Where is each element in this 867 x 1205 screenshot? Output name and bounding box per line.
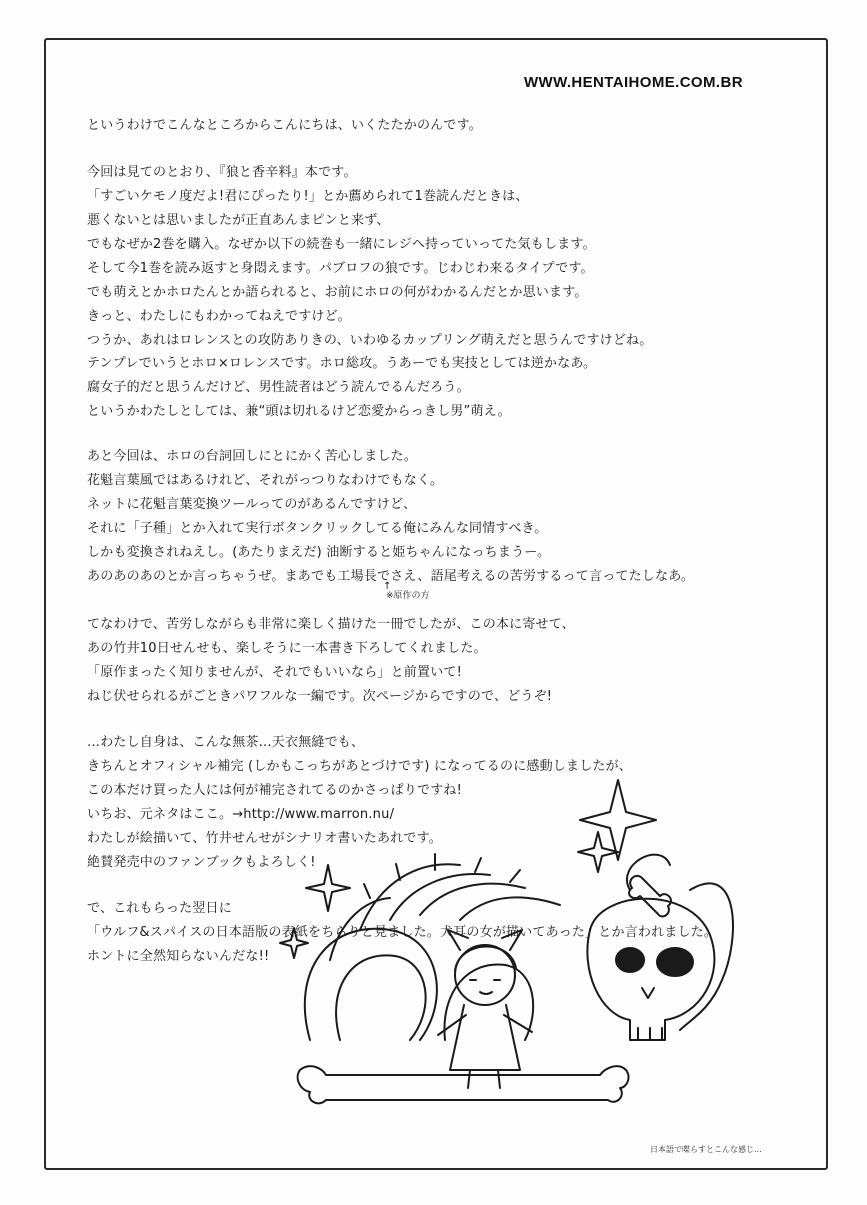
text-line: というかわたしとしては、兼“頭は切れるけど恋愛からっきし男”萌え。 (87, 404, 511, 419)
text-line: で、これもらった翌日に (87, 901, 232, 916)
text-line: ねじ伏せられるがごときパワフルな一編です。次ページからですので、どうぞ! (87, 689, 553, 704)
text-line: それに「子種」とか入れて実行ボタンクリックしてる俺にみんな同情すべき。 (87, 521, 548, 536)
text-line: ホントに全然知らないんだな!! (87, 949, 270, 964)
sparkle-icon (306, 865, 350, 911)
text-line: 今回は見てのとおり、『狼と香辛料』本です。 (87, 165, 357, 180)
text-line: そして今1巻を読み返すと身悶えます。パブロフの狼です。じわじわ来るタイプです。 (87, 261, 594, 276)
text-line: テンプレでいうとホロ×ロレンスです。ホロ総攻。うあーでも実技としては逆かなあ。 (87, 356, 597, 371)
text-line: ネットに花魁言葉変換ツールってのがあるんですけど、 (87, 497, 417, 512)
text-line: てなわけで、苦労しながらも非常に楽しく描けた一冊でしたが、この本に寄せて、 (87, 617, 575, 632)
text-line: でもなぜか2巻を購入。なぜか以下の続巻も一緒にレジへ持っていってた気もします。 (87, 237, 596, 252)
text-line: しかも変換されねえし。(あたりまえだ) 油断すると姫ちゃんになっちまうー。 (87, 545, 551, 560)
illustration-caption: 日本語で喋らすとこんな感じ... (650, 1145, 762, 1154)
text-line: あと今回は、ホロの台詞回しにとにかく苦心しました。 (87, 449, 418, 464)
text-line: 腐女子的だと思うんだけど、男性読者はどう読んでるんだろう。 (87, 380, 470, 395)
chibi-illustration (270, 770, 740, 1140)
text-line: 絶賛発売中のファンブックもよろしく! (87, 855, 316, 870)
text-line: 花魁言葉風ではあるけれど、それがっつりなわけでもなく。 (87, 473, 444, 488)
text-line: でも萌えとかホロたんとか語られると、お前にホロの何がわかるんだとか思います。 (87, 285, 588, 300)
watermark: WWW.HENTAIHOME.COM.BR (524, 74, 743, 91)
text-line: あの竹井10日せんせも、楽しそうに一本書き下ろしてくれました。 (87, 641, 487, 656)
text-line: きっと、わたしにもわかってねえですけど。 (87, 309, 352, 324)
text-line: というわけでこんなところからこんにちは、いくたたかのんです。 (87, 118, 482, 133)
text-line: いちお、元ネタはここ。→http://www.marron.nu/ (87, 807, 395, 822)
text-line: 「ウルフ&スパイスの日本語版の表紙をちらりと見ました。犬耳の女が描いてあった」とか言われました。 (87, 925, 718, 940)
annotation-note: ※原作の方 (386, 591, 430, 601)
sparkle-icon (280, 928, 308, 958)
text-line: きちんとオフィシャル補完 (しかもこっちがあとづけです) になってるのに感動しましたが、 (87, 759, 632, 774)
text-line: つうか、あれはロレンスとの攻防ありきの、いわゆるカップリング萌えだと思うんですけどね。 (87, 333, 653, 348)
text-line: 「すごいケモノ度だよ!君にぴったり!」とか薦められて1巻読んだときは、 (87, 189, 529, 204)
note-caret: ↑ (383, 581, 392, 592)
text-line: 「原作まったく知りませんが、それでもいいなら」と前置いて! (87, 665, 463, 680)
text-line: 悪くないとは思いましたが正直あんまピンと来ず、 (87, 213, 390, 228)
text-line: この本だけ買った人には何が補完されてるのかさっぱりですね! (87, 783, 463, 798)
text-line: …わたし自身は、こんな無茶…天衣無縫でも、 (87, 735, 365, 750)
text-line: わたしが絵描いて、竹井せんせがシナリオ書いたあれです。 (87, 831, 442, 846)
text-line: あのあのあのとか言っちゃうぜ。まあでも工場長でさえ、語尾考えるの苦労するって言ってたしなあ。 (87, 569, 695, 584)
